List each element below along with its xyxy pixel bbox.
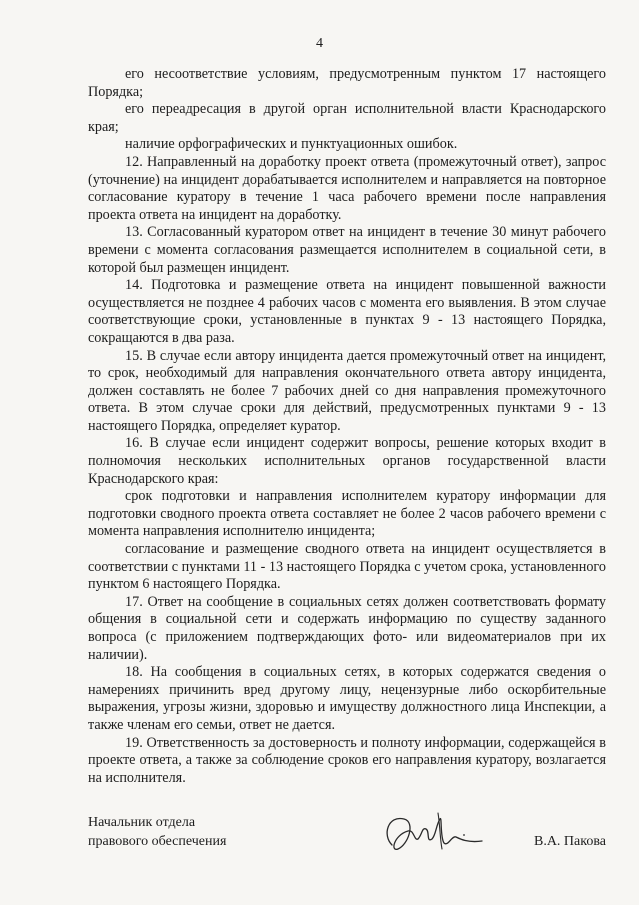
paragraph-item-14: 14. Подготовка и размещение ответа на инцидент повышенной важности осуществляется не позднее 4 рабочих часов с момента его выявления. В этом случае соответствующие сроки, установленные в пунктах 9 - 13 настоящего Порядка, сокращаются в два раза. <box>88 277 606 346</box>
paragraph-item-15: 15. В случае если автору инцидента дается промежуточный ответ на инцидент, то срок, необходимый для направления окончательного ответа автору инцидента, должен составлять не более 7 рабочих дней со дня направления промежуточного ответа. В этом случае сроки для действий, предусмотренных пунктами 9 - 13 настоящего Порядка, определяет куратор. <box>88 347 606 434</box>
paragraph-item-18: 18. На сообщения в социальных сетях, в которых содержатся сведения о намерениях причинить вред другому лицу, нецензурные либо оскорбительные выражения, угрозы жизни, здоровью и имуществу должностного лица Инспекции, а также членам его семьи, ответ не дается. <box>88 664 606 733</box>
paragraph-item-17: 17. Ответ на сообщение в социальных сетях должен соответствовать формату общения в социальной сети и содержать информацию по существу заданного вопроса (с приложением подтверждающих фото- или видеоматериалов при их наличии). <box>88 593 606 663</box>
paragraph-item-13: 13. Согласованный куратором ответ на инцидент в течение 30 минут рабочего времени с момента согласования размещается исполнителем в социальной сети, в которой был размещен инцидент. <box>88 224 606 276</box>
paragraph-item-16-approval: согласование и размещение сводного ответа на инцидент осуществляется в соответствии с пунктами 11 - 13 настоящего Порядка с учетом срока, установленного пунктом 6 настоящего Порядка. <box>88 541 606 593</box>
signatory-position <box>88 813 328 851</box>
paragraph-redirection: его переадресация в другой орган исполнительной власти Краснодарского края; <box>88 101 606 135</box>
paragraph-spelling-errors: наличие орфографических и пунктуационных ошибок. <box>125 136 458 153</box>
paragraph-item-16: 16. В случае если инцидент содержит вопросы, решение которых входит в полномочия нескольких исполнительных органов государственной власти Краснодарского края: <box>88 435 606 487</box>
signatory-name: В.А. Пакова <box>533 834 606 849</box>
handwritten-signature <box>378 805 488 865</box>
paragraph-item-19: 19. Ответственность за достоверность и полноту информации, содержащейся в проекте ответа, а также за соблюдение сроков его направления куратору, возлагается на исполнителя. <box>88 734 606 786</box>
signatory-position-line-2: правового обеспечения <box>88 834 227 849</box>
page-number: 4 <box>316 36 323 51</box>
paragraph-item-16-deadline: срок подготовки и направления исполнителем куратору информации для подготовки сводного проекта ответа составляет не более 2 часов рабочего времени с момента направления исполнителю инцидента; <box>88 488 606 540</box>
paragraph-mismatch-condition: его несоответствие условиям, предусмотренным пунктом 17 настоящего Порядка; <box>88 66 606 100</box>
document-body <box>88 66 606 787</box>
paragraph-item-12: 12. Направленный на доработку проект ответа (промежуточный ответ), запрос (уточнение) на инцидент дорабатывается исполнителем и направляется на повторное согласование куратору в течение 1 часа рабочего времени после направления проекта ответа на инцидент на доработку. <box>88 153 606 223</box>
signatory-position-line-1: Начальник отдела <box>88 815 196 830</box>
